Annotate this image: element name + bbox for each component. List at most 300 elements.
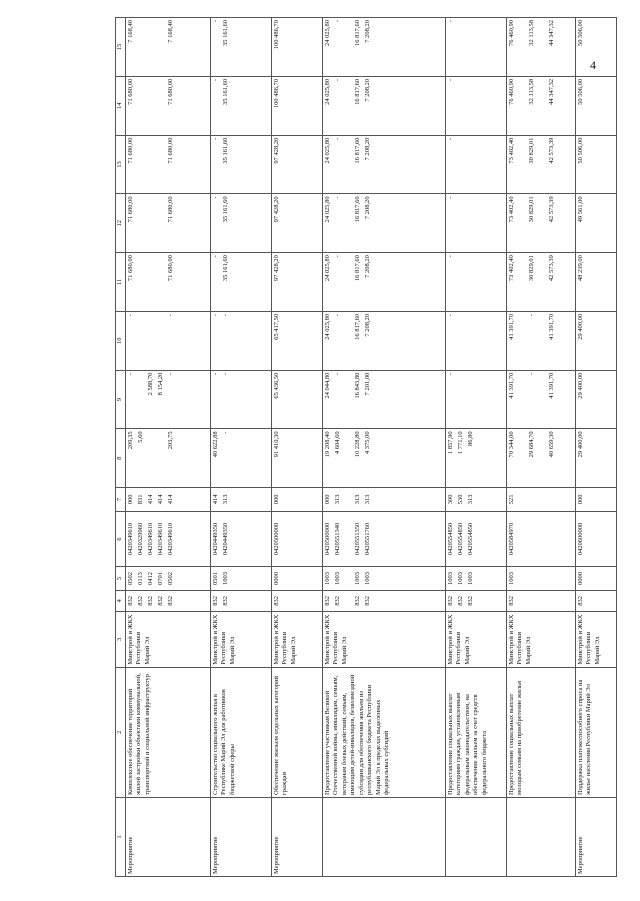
- value-cell-v11: [272, 253, 323, 312]
- value-cell-v12: [272, 194, 323, 253]
- cell-value: 1003: [364, 571, 371, 585]
- table-row: [446, 18, 507, 877]
- value-cell-v13: [323, 135, 446, 194]
- cell-value: 41 391,70: [508, 372, 515, 399]
- rotated-table-container: [115, 17, 630, 877]
- cell-value: 16 817,60: [354, 78, 361, 105]
- cell-value: 7 208,20: [364, 313, 371, 337]
- value-cell-v9: [126, 370, 211, 429]
- value-cell-v13: [211, 135, 272, 194]
- cell-value: [137, 196, 147, 250]
- cell-value: 71 680,00: [167, 255, 174, 282]
- cell-value: 30 829,01: [528, 137, 535, 164]
- cell-value: -: [334, 255, 341, 258]
- value-cell-v8: [126, 429, 211, 488]
- row-executor-cell: Минстрой и ЖКХ Республики Марий Эл: [576, 612, 617, 668]
- cell-value: 35 161,60: [222, 78, 229, 105]
- cell-value: 50 506,00: [577, 78, 584, 105]
- cell-value: [518, 373, 528, 427]
- cell-value: [344, 431, 354, 485]
- cell-value: 0420554850: [447, 522, 454, 556]
- cell-value: 29 400,00: [577, 313, 584, 340]
- value-cell-grbs: [126, 590, 211, 611]
- row-type-cell: Мероприятие: [126, 797, 211, 876]
- cell-value: -: [127, 313, 134, 317]
- cell-value: 1003: [467, 571, 474, 585]
- cell-value: 71 680,00: [127, 137, 134, 164]
- cell-value: 209,35: [127, 431, 134, 450]
- cell-value: 44 347,32: [548, 20, 555, 46]
- cell-value: 0420584970: [508, 522, 515, 556]
- cell-value: 0420500000: [273, 522, 280, 556]
- cell-value: 71 680,00: [127, 255, 134, 282]
- cell-value: 35 161,60: [222, 20, 229, 46]
- value-cell-v11: [323, 253, 446, 312]
- cell-value: 41 391,70: [548, 313, 555, 340]
- value-cell-csr: [446, 511, 507, 567]
- cell-value: [518, 20, 528, 74]
- value-cell-vr: [446, 488, 507, 512]
- value-cell-rz: [272, 567, 323, 591]
- cell-value: 832: [467, 596, 474, 606]
- value-cell-rz: [576, 567, 617, 591]
- cell-value: 0420329960: [137, 522, 144, 556]
- cell-value: 71 680,00: [127, 196, 134, 223]
- value-cell-v10: [323, 311, 446, 370]
- column-header: 1: [116, 797, 126, 876]
- cell-value: [157, 20, 167, 74]
- cell-value: 1003: [324, 571, 331, 585]
- column-header: 14: [116, 76, 126, 135]
- cell-value: -: [528, 372, 535, 375]
- cell-value: -: [334, 313, 341, 317]
- cell-value: [467, 373, 477, 427]
- cell-value: 0420349610: [147, 522, 154, 556]
- cell-value: 0502: [127, 571, 134, 585]
- value-cell-rz: [211, 567, 272, 591]
- column-header: 2: [116, 667, 126, 797]
- cell-value: 44 347,32: [548, 78, 555, 105]
- value-cell-v9: [211, 370, 272, 429]
- cell-value: 0420349610: [167, 522, 174, 556]
- cell-value: 832: [447, 596, 454, 606]
- cell-value: 42 573,39: [548, 255, 555, 282]
- cell-value: 100 486,70: [273, 20, 280, 50]
- cell-value: -: [334, 20, 341, 23]
- cell-value: -: [447, 137, 454, 140]
- cell-value: -: [167, 313, 174, 317]
- value-cell-v13: [507, 135, 576, 194]
- cell-value: [344, 514, 354, 565]
- cell-value: 521: [508, 494, 515, 505]
- cell-value: 0000: [577, 571, 584, 585]
- value-cell-v12: [323, 194, 446, 253]
- value-cell-grbs: [576, 590, 617, 611]
- cell-value: 0701: [157, 571, 164, 585]
- table-row: [272, 18, 323, 877]
- cell-value: 24 025,80: [324, 20, 331, 46]
- cell-value: 16 817,60: [354, 313, 361, 340]
- cell-value: 7 208,20: [364, 255, 371, 278]
- cell-value: [538, 20, 548, 74]
- cell-value: [147, 79, 157, 133]
- cell-value: -: [222, 372, 229, 375]
- cell-value: [147, 20, 157, 74]
- cell-value: -: [212, 137, 219, 140]
- value-cell-rz: [507, 567, 576, 591]
- value-cell-rz: [126, 567, 211, 591]
- row-type-cell: [323, 797, 446, 876]
- cell-value: 71 680,00: [127, 78, 134, 105]
- cell-value: [538, 255, 548, 309]
- cell-value: [457, 373, 467, 427]
- cell-value: 65 417,50: [273, 313, 280, 340]
- value-cell-vr: [211, 488, 272, 512]
- value-cell-v15: [272, 18, 323, 77]
- cell-value: 0420500000: [324, 522, 331, 556]
- value-cell-v12: [576, 194, 617, 253]
- value-cell-v9: [272, 370, 323, 429]
- cell-value: -: [447, 78, 454, 82]
- row-name-cell: Предоставление участникам Великой Отечественной войны, инвалидам, семьям, ветеранам боевых действий, семьям, имеющим детей-инвалидов, безвозмездной субсидии для обеспечения жильем из республиканского бюджета Республики Марий Эл в пределах выделенных федеральных субсидий: [323, 667, 446, 797]
- cell-value: -: [212, 20, 219, 23]
- cell-value: 832: [508, 596, 515, 606]
- cell-value: 832: [127, 596, 134, 606]
- value-cell-csr: [576, 511, 617, 567]
- value-cell-v8: [211, 429, 272, 488]
- cell-value: 40 622,88: [212, 431, 219, 458]
- cell-value: 73 402,40: [508, 137, 515, 164]
- cell-value: -: [212, 313, 219, 317]
- cell-value: [147, 314, 157, 368]
- cell-value: -: [447, 313, 454, 317]
- cell-value: 832: [157, 596, 164, 606]
- cell-value: 29 400,00: [577, 372, 584, 399]
- cell-value: [538, 431, 548, 485]
- cell-value: [467, 138, 477, 192]
- value-cell-v11: [126, 253, 211, 312]
- value-cell-v10: [576, 311, 617, 370]
- cell-value: 313: [334, 494, 341, 505]
- cell-value: 0502: [167, 571, 174, 585]
- cell-value: 71 680,00: [167, 78, 174, 105]
- cell-value: 48 239,00: [577, 255, 584, 282]
- cell-value: 0420449350: [222, 522, 229, 556]
- cell-value: [457, 138, 467, 192]
- cell-value: [457, 20, 467, 74]
- value-cell-v14: [576, 76, 617, 135]
- cell-value: 35 161,60: [222, 196, 229, 223]
- cell-value: -: [334, 137, 341, 140]
- value-cell-csr: [323, 511, 446, 567]
- cell-value: 5,60: [137, 431, 144, 443]
- value-cell-v14: [323, 76, 446, 135]
- cell-value: 832: [273, 596, 280, 606]
- cell-value: 42 573,39: [548, 196, 555, 223]
- cell-value: 50 506,00: [577, 20, 584, 46]
- cell-value: -: [334, 372, 341, 375]
- value-cell-v10: [272, 311, 323, 370]
- cell-value: -: [447, 20, 454, 23]
- column-header: 10: [116, 311, 126, 370]
- value-cell-v12: [507, 194, 576, 253]
- cell-value: 203,75: [167, 431, 174, 450]
- cell-value: [344, 79, 354, 133]
- cell-value: 000: [324, 494, 331, 505]
- cell-value: [147, 196, 157, 250]
- cell-value: [538, 79, 548, 133]
- cell-value: 16 817,60: [354, 20, 361, 46]
- value-cell-v15: [211, 18, 272, 77]
- cell-value: 0420551760: [364, 522, 371, 556]
- cell-value: [157, 79, 167, 133]
- value-cell-rz: [446, 567, 507, 591]
- cell-value: -: [528, 313, 535, 317]
- cell-value: 24 025,80: [324, 137, 331, 164]
- cell-value: 1003: [447, 571, 454, 585]
- cell-value: 832: [137, 596, 144, 606]
- cell-value: 19 208,40: [324, 431, 331, 458]
- cell-value: 832: [457, 596, 464, 606]
- cell-value: 7 208,20: [364, 137, 371, 161]
- cell-value: -: [447, 196, 454, 199]
- cell-value: [157, 314, 167, 368]
- cell-value: [137, 314, 147, 368]
- page-number: 4: [590, 58, 596, 72]
- cell-value: 7 208,20: [364, 20, 371, 43]
- cell-value: 7 168,40: [127, 20, 134, 43]
- cell-value: 91 410,30: [273, 431, 280, 458]
- cell-value: 313: [354, 494, 361, 505]
- column-header: 11: [116, 253, 126, 312]
- cell-value: [467, 20, 477, 74]
- value-cell-v15: [576, 18, 617, 77]
- cell-value: 1 771,10: [457, 431, 464, 455]
- cell-value: 16 817,60: [354, 255, 361, 282]
- cell-value: 832: [212, 596, 219, 606]
- cell-value: 0412: [147, 571, 154, 585]
- cell-value: 86,80: [467, 431, 474, 447]
- value-cell-v14: [126, 76, 211, 135]
- cell-value: 35 161,60: [222, 255, 229, 282]
- cell-value: [518, 255, 528, 309]
- row-executor-cell: Минстрой и ЖКХ Республики Марий Эл: [323, 612, 446, 668]
- column-header: 4: [116, 590, 126, 611]
- cell-value: 35 161,60: [222, 137, 229, 164]
- cell-value: 313: [467, 494, 474, 505]
- row-name-cell: Предоставление социальных выплат категориям граждан, установленным федеральным законодательством, на обеспечение жильем за счет средств федерального бюджета: [446, 667, 507, 797]
- cell-value: 414: [167, 494, 174, 505]
- cell-value: 100 486,70: [273, 78, 280, 109]
- cell-value: 50 506,00: [577, 137, 584, 164]
- column-header: 6: [116, 511, 126, 567]
- cell-value: [518, 79, 528, 133]
- cell-value: 000: [127, 494, 134, 505]
- cell-value: 4 604,60: [334, 431, 341, 455]
- cell-value: -: [447, 372, 454, 375]
- cell-value: 49 561,00: [577, 196, 584, 223]
- cell-value: 0420349610: [157, 522, 164, 556]
- value-cell-v8: [446, 429, 507, 488]
- cell-value: 0501: [212, 571, 219, 585]
- cell-value: 8 154,20: [157, 372, 164, 396]
- cell-value: 29 400,00: [577, 431, 584, 458]
- column-header-row: [116, 18, 126, 877]
- cell-value: 32 113,58: [528, 78, 535, 105]
- cell-value: 24 025,80: [324, 313, 331, 340]
- value-cell-v9: [323, 370, 446, 429]
- value-cell-v15: [507, 18, 576, 77]
- cell-value: -: [212, 255, 219, 258]
- cell-value: [147, 431, 157, 485]
- cell-value: 7 208,20: [364, 196, 371, 220]
- cell-value: [147, 138, 157, 192]
- cell-value: [518, 138, 528, 192]
- table-row: [507, 18, 576, 877]
- cell-value: 0420349610: [127, 522, 134, 556]
- cell-value: 0420551350: [354, 522, 361, 556]
- cell-value: 7 201,00: [364, 372, 371, 396]
- cell-value: [344, 314, 354, 368]
- column-header: 13: [116, 135, 126, 194]
- cell-value: 0000: [273, 571, 280, 585]
- cell-value: 30 829,01: [528, 255, 535, 282]
- cell-value: 40 659,30: [548, 431, 555, 458]
- budget-table: [115, 17, 617, 877]
- value-cell-v13: [126, 135, 211, 194]
- cell-value: 414: [212, 494, 219, 505]
- value-cell-vr: [507, 488, 576, 512]
- cell-value: [344, 196, 354, 250]
- column-header: 7: [116, 488, 126, 512]
- cell-value: 16 817,60: [354, 137, 361, 164]
- cell-value: 16 817,60: [354, 196, 361, 223]
- cell-value: [467, 314, 477, 368]
- cell-value: 16 843,80: [354, 372, 361, 399]
- cell-value: [157, 255, 167, 309]
- cell-value: 71 680,00: [167, 137, 174, 164]
- column-header: 15: [116, 18, 126, 77]
- value-cell-v12: [126, 194, 211, 253]
- value-cell-vr: [323, 488, 446, 512]
- cell-value: 7 208,20: [364, 78, 371, 102]
- cell-value: 65 436,50: [273, 372, 280, 399]
- cell-value: 76 460,90: [508, 20, 515, 46]
- cell-value: [344, 255, 354, 309]
- cell-value: [344, 490, 354, 509]
- row-name-cell: Обеспечение жильем отдельных категорий граждан: [272, 667, 323, 797]
- value-cell-v10: [126, 311, 211, 370]
- value-cell-v9: [446, 370, 507, 429]
- cell-value: [137, 255, 147, 309]
- table-row: [323, 18, 446, 877]
- value-cell-v15: [446, 18, 507, 77]
- value-cell-v11: [576, 253, 617, 312]
- cell-value: 414: [157, 494, 164, 505]
- cell-value: 1003: [354, 571, 361, 585]
- value-cell-v15: [126, 18, 211, 77]
- cell-value: [344, 373, 354, 427]
- value-cell-vr: [576, 488, 617, 512]
- cell-value: -: [447, 255, 454, 258]
- row-type-cell: [507, 797, 576, 876]
- column-header: 3: [116, 612, 126, 668]
- cell-value: 24 025,80: [324, 196, 331, 223]
- cell-value: 832: [167, 596, 174, 606]
- value-cell-v14: [211, 76, 272, 135]
- table-row: [576, 18, 617, 877]
- column-header: 5: [116, 567, 126, 591]
- cell-value: 0420600000: [577, 522, 584, 556]
- cell-value: 2 588,70: [147, 372, 154, 396]
- cell-value: 0420554850: [467, 522, 474, 556]
- cell-value: [518, 431, 528, 485]
- cell-value: -: [334, 78, 341, 82]
- cell-value: [457, 196, 467, 250]
- cell-value: -: [127, 372, 134, 375]
- value-cell-csr: [211, 511, 272, 567]
- cell-value: [518, 314, 528, 368]
- cell-value: 1003: [508, 571, 515, 585]
- cell-value: 832: [324, 596, 331, 606]
- table-body: [126, 18, 617, 877]
- cell-value: 73 402,40: [508, 255, 515, 282]
- cell-value: 73 402,40: [508, 196, 515, 223]
- value-cell-v10: [446, 311, 507, 370]
- row-type-cell: [446, 797, 507, 876]
- column-header: 12: [116, 194, 126, 253]
- cell-value: [137, 138, 147, 192]
- cell-value: -: [212, 78, 219, 82]
- cell-value: [538, 373, 548, 427]
- cell-value: 832: [354, 596, 361, 606]
- value-cell-v9: [576, 370, 617, 429]
- cell-value: [137, 79, 147, 133]
- table-row: [126, 18, 211, 877]
- value-cell-csr: [272, 511, 323, 567]
- value-cell-grbs: [272, 590, 323, 611]
- value-cell-v11: [211, 253, 272, 312]
- cell-value: -: [212, 196, 219, 199]
- cell-value: 313: [364, 494, 371, 505]
- row-type-cell: Мероприятие: [211, 797, 272, 876]
- cell-value: [344, 20, 354, 74]
- cell-value: 32 113,58: [528, 20, 535, 46]
- cell-value: 30 829,01: [528, 196, 535, 223]
- cell-value: [137, 20, 147, 74]
- cell-value: 29 684,70: [528, 431, 535, 458]
- cell-value: [157, 196, 167, 250]
- value-cell-v10: [211, 311, 272, 370]
- value-cell-v14: [507, 76, 576, 135]
- value-cell-csr: [507, 511, 576, 567]
- row-type-cell: Мероприятие: [272, 797, 323, 876]
- cell-value: 71 680,00: [167, 196, 174, 223]
- cell-value: 41 391,70: [548, 372, 555, 399]
- cell-value: 4 375,00: [364, 431, 371, 455]
- table-row: [211, 18, 272, 877]
- value-cell-v10: [507, 311, 576, 370]
- cell-value: 414: [147, 494, 154, 505]
- cell-value: 10 228,80: [354, 431, 361, 458]
- cell-value: [344, 593, 354, 609]
- cell-value: [538, 138, 548, 192]
- row-executor-cell: Минстрой и ЖКХ Республики Марий Эл: [507, 612, 576, 668]
- cell-value: [457, 79, 467, 133]
- cell-value: [157, 138, 167, 192]
- cell-value: 70 344,00: [508, 431, 515, 458]
- cell-value: -: [212, 372, 219, 375]
